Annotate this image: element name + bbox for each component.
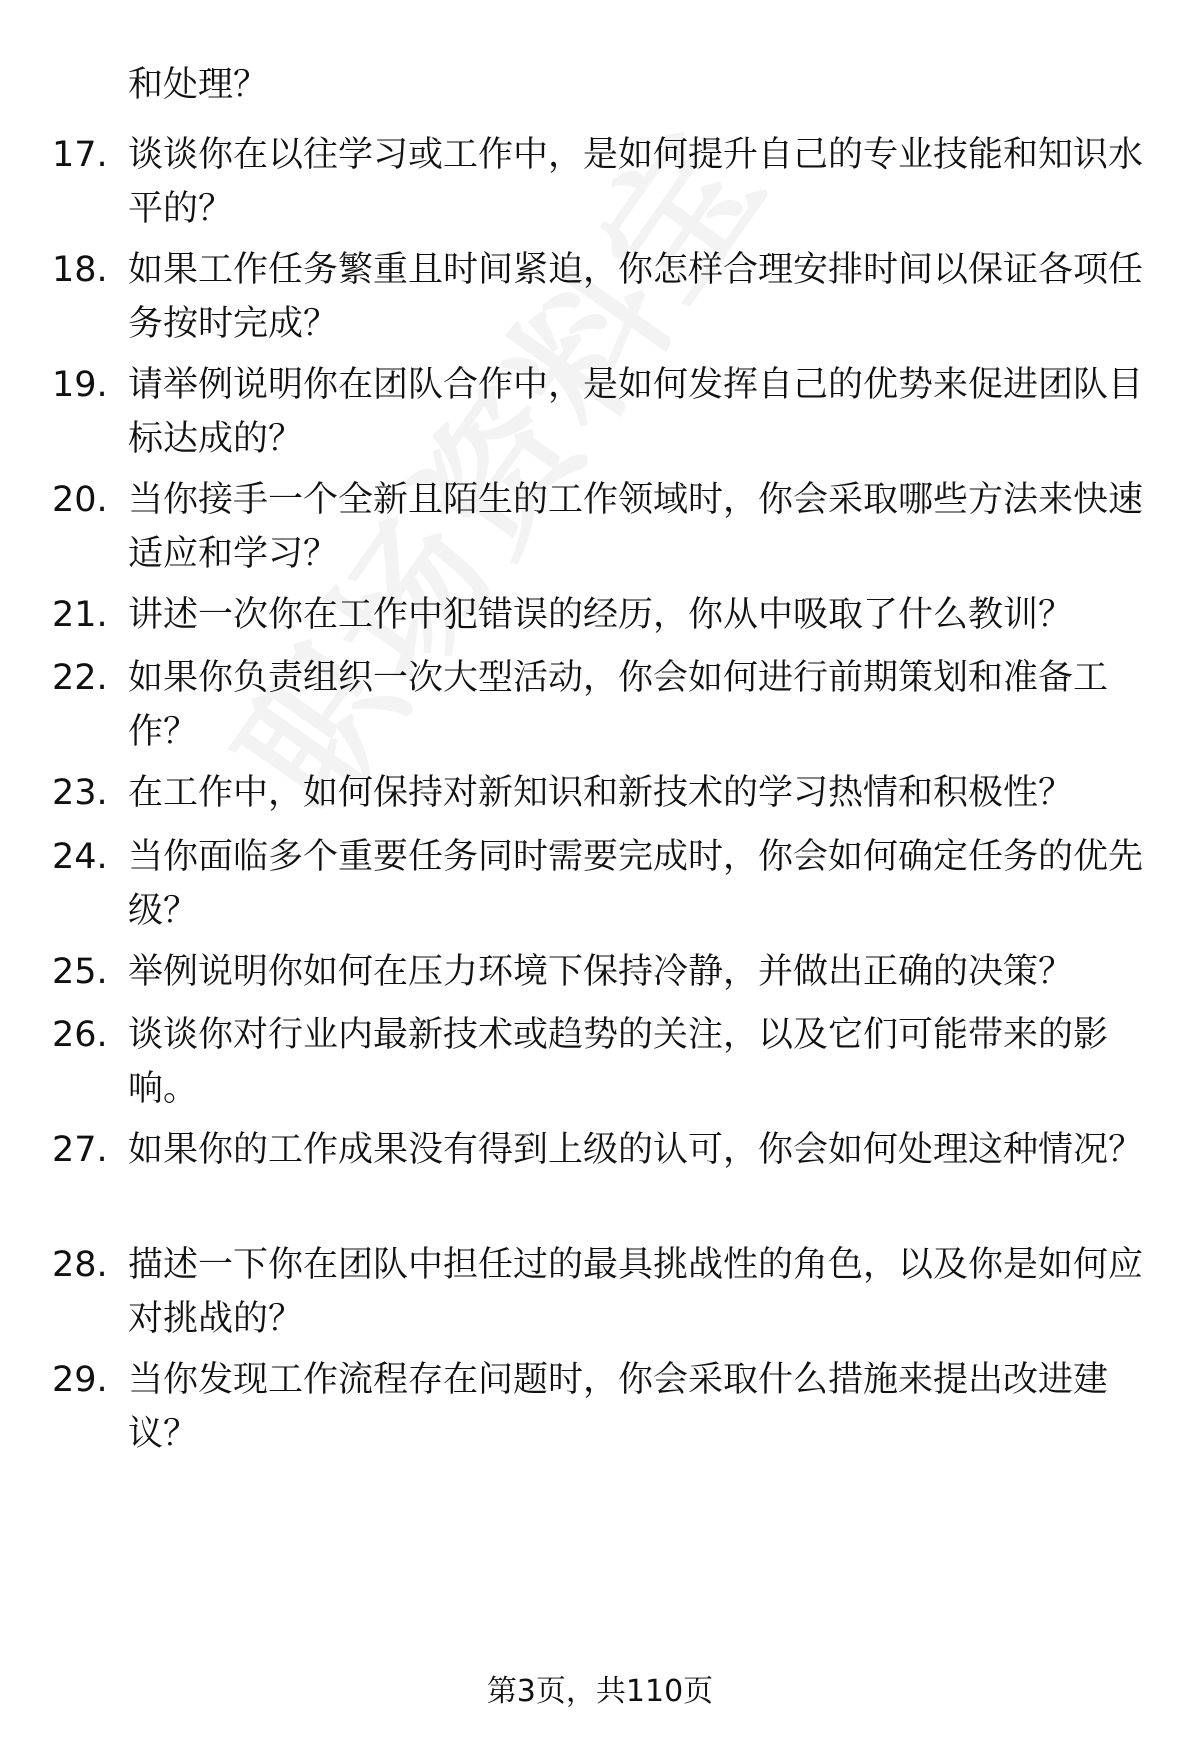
question-number: 26. bbox=[52, 1015, 108, 1055]
question-number: 23. bbox=[52, 773, 108, 813]
question-number: 29. bbox=[52, 1360, 108, 1400]
question-number: 18. bbox=[52, 250, 108, 290]
question-text: 举例说明你如何在压力环境下保持冷静，并做出正确的决策？ bbox=[128, 952, 1074, 992]
question-number: 28. bbox=[52, 1245, 108, 1285]
question-number: 20. bbox=[52, 480, 108, 520]
question-text: 讲述一次你在工作中犯错误的经历，你从中吸取了什么教训？ bbox=[128, 595, 1074, 635]
question-text: 谈谈你对行业内最新技术或趋势的关注，以及它们可能带来的影响。 bbox=[128, 1015, 1109, 1109]
question-text: 如果你负责组织一次大型活动，你会如何进行前期策划和准备工作？ bbox=[128, 658, 1109, 752]
question-text: 如果工作任务繁重且时间紧迫，你怎样合理安排时间以保证各项任务按时完成？ bbox=[128, 250, 1144, 344]
question-text: 谈谈你在以往学习或工作中，是如何提升自己的专业技能和知识水平的？ bbox=[128, 135, 1144, 229]
question-text: 当你面临多个重要任务同时需要完成时，你会如何确定任务的优先级？ bbox=[128, 837, 1144, 931]
question-number: 27. bbox=[52, 1130, 108, 1170]
question-text: 在工作中，如何保持对新知识和新技术的学习热情和积极性？ bbox=[128, 773, 1074, 813]
question-text: 如果你的工作成果没有得到上级的认可，你会如何处理这种情况？ bbox=[128, 1130, 1144, 1170]
page-number-footer: 第3页，共110页 bbox=[486, 1674, 714, 1709]
question-number: 22. bbox=[52, 658, 108, 698]
question-number: 19. bbox=[52, 365, 108, 405]
question-text: 当你发现工作流程存在问题时，你会采取什么措施来提出改进建议？ bbox=[128, 1360, 1109, 1454]
question-number: 25. bbox=[52, 952, 108, 992]
question-number: 17. bbox=[52, 135, 108, 175]
continued-question-text: 和处理？ bbox=[128, 65, 269, 105]
question-number: 24. bbox=[52, 837, 108, 877]
question-text: 当你接手一个全新且陌生的工作领域时，你会采取哪些方法来快速适应和学习？ bbox=[128, 480, 1144, 574]
question-text: 描述一下你在团队中担任过的最具挑战性的角色，以及你是如何应对挑战的？ bbox=[128, 1245, 1144, 1339]
question-number: 21. bbox=[52, 595, 108, 635]
question-text: 请举例说明你在团队合作中，是如何发挥自己的优势来促进团队目标达成的？ bbox=[128, 365, 1144, 459]
